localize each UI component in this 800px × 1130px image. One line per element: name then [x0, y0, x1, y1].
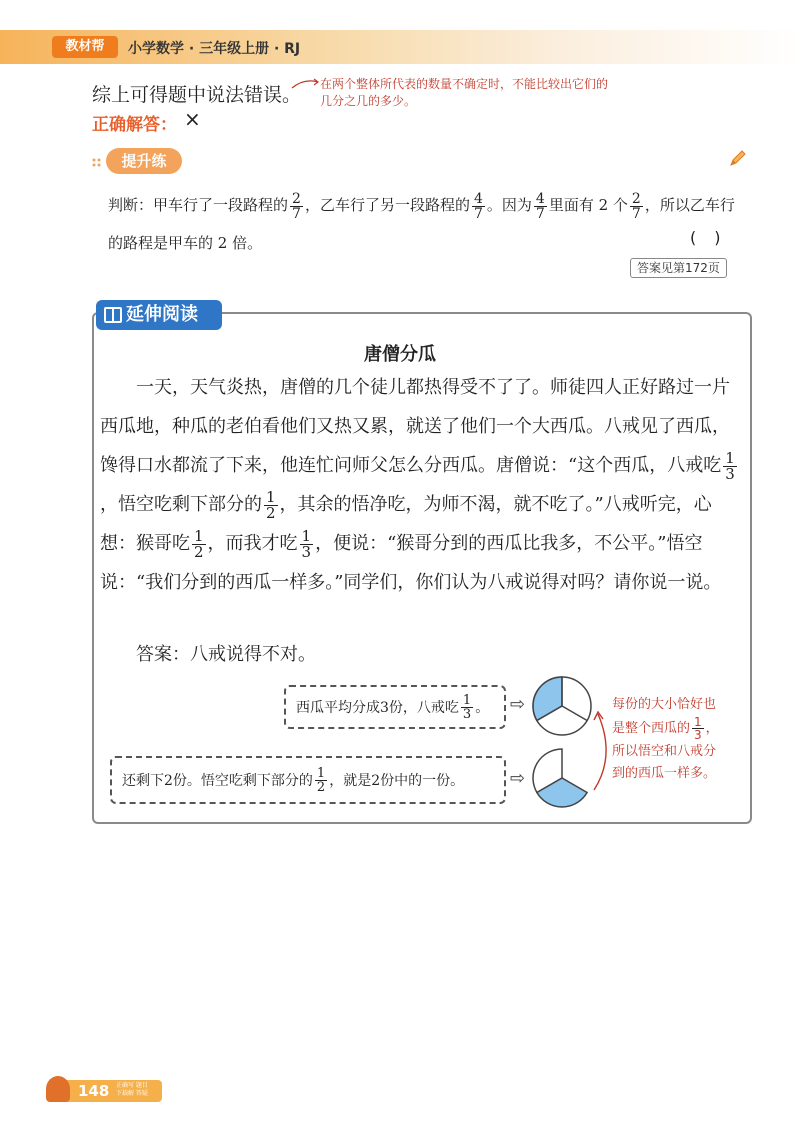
fraction — [264, 487, 278, 522]
correct-answer-label: 正确解答： — [92, 115, 177, 135]
answer-mark: × — [184, 107, 201, 131]
story-paragraph: ，便说：“猴哥分到的西瓜比我多，不公平。”悟空说：“我们分到的西瓜一样多。”同学们，你们认为八戒说得对吗？请你说一说。 — [100, 533, 722, 593]
brand-badge: 教材帮 — [52, 36, 118, 58]
fraction — [472, 192, 485, 221]
fraction — [461, 694, 473, 721]
note-line — [612, 716, 719, 741]
dots-icon — [92, 158, 102, 168]
fraction — [723, 448, 737, 483]
note-line: 到的西瓜一样多。 — [612, 766, 717, 781]
page-number: 148 — [78, 1082, 110, 1100]
note-text: 是整个西瓜的 — [612, 721, 691, 736]
denominator: 3 — [694, 728, 702, 742]
right-arrow-icon: ⇨ — [510, 694, 526, 715]
denominator: 7 — [292, 205, 301, 222]
box-text: 还剩下2份。悟空吃剩下部分的 — [122, 773, 313, 789]
mini-line: 正确写 题目 — [116, 1082, 148, 1089]
question-text: ，所以乙车行 — [644, 196, 735, 214]
denominator: 3 — [301, 542, 312, 561]
numerator: 1 — [194, 526, 204, 545]
denominator: 3 — [462, 706, 472, 722]
denominator: 3 — [725, 464, 735, 483]
note-arrow-icon — [290, 76, 320, 92]
story-paragraph: ，其余的悟净吃，为师不渴，就不吃了。”八戒听完，心想：猴哥吃 — [100, 494, 712, 554]
story-paragraph: ，而我才吃 — [207, 533, 298, 554]
watermelon-pie-remaining — [530, 746, 594, 810]
note-line: 每份的大小恰好也 — [612, 697, 717, 712]
book-title: 小学数学 · 三年级上册 · RJ — [128, 41, 301, 57]
denominator: 2 — [316, 779, 326, 795]
numerator: 1 — [316, 765, 326, 781]
header-bar — [0, 30, 800, 64]
judge-question — [108, 186, 758, 262]
fraction — [192, 526, 206, 561]
note-line: 所以悟空和八戒分 — [612, 744, 717, 759]
box-text: 西瓜平均分成3份，八戒吃 — [296, 700, 459, 716]
answer-reference: 答案见第172页 — [630, 258, 727, 278]
box-text: ，就是2份中的一份。 — [329, 773, 465, 789]
numerator: 2 — [631, 190, 641, 207]
box-text: 。 — [475, 700, 490, 716]
story-paragraph: 一天，天气炎热，唐僧的几个徒儿都热得受不了了。师徒四人正好路过一片西瓜地，种瓜的老伯看他们又热又累，就送了他们一个大西瓜。八戒见了西瓜，馋得口水都流了下来，他连忙问师父怎么分西瓜。唐僧说：“这个西瓜，八戒吃 — [100, 377, 730, 476]
question-text: 的路程是甲车的 2 倍。 — [108, 234, 263, 252]
fraction — [315, 767, 327, 794]
note-line: 在两个整体所代表的数量不确定时，不能比较出它们的 — [320, 77, 609, 91]
margin-note — [320, 76, 608, 110]
question-text: ，乙车行了另一段路程的 — [304, 196, 470, 214]
fraction — [290, 192, 303, 221]
book-icon — [104, 307, 122, 323]
note-line: 几分之几的多少。 — [320, 94, 417, 108]
fraction — [692, 716, 704, 741]
numerator: 2 — [292, 190, 301, 207]
story-text — [100, 368, 746, 602]
story-title: 唐僧分瓜 — [364, 344, 436, 365]
denominator: 7 — [631, 205, 641, 222]
question-text: 判断：甲车行了一段路程的 — [108, 196, 289, 214]
fraction — [534, 192, 547, 221]
story-answer: 答案：八戒说得不对。 — [136, 644, 316, 665]
denominator: 7 — [535, 205, 545, 222]
numerator: 1 — [301, 526, 312, 545]
fraction — [630, 192, 643, 221]
note-text: ， — [705, 721, 719, 736]
numerator: 4 — [535, 190, 545, 207]
explanation-box-1 — [284, 685, 506, 729]
diagram-note — [612, 694, 719, 785]
footer-mini-text — [116, 1082, 148, 1098]
answer-blank[interactable]: () — [690, 228, 739, 247]
numerator: 1 — [725, 448, 735, 467]
mascot-icon — [46, 1076, 70, 1102]
denominator: 2 — [266, 503, 276, 522]
denominator: 2 — [194, 542, 204, 561]
story-paragraph: ，悟空吃剩下部分的 — [100, 494, 262, 515]
numerator: 1 — [266, 487, 276, 506]
reading-tag: 延伸阅读 — [96, 300, 222, 330]
question-text: 里面有 2 个 — [548, 196, 628, 214]
watermelon-pie-thirds — [530, 674, 594, 738]
numerator: 4 — [473, 190, 483, 207]
numerator: 1 — [694, 715, 702, 729]
right-arrow-icon: ⇨ — [510, 768, 526, 789]
fraction — [300, 526, 314, 561]
page-footer — [46, 1076, 166, 1104]
practice-tag-label: 提升练 — [106, 148, 182, 174]
summary-text: 综上可得题中说法错误。 — [92, 84, 302, 106]
mini-line: 下载解 答疑 — [116, 1090, 148, 1097]
numerator: 1 — [462, 692, 472, 708]
question-text: 。因为 — [486, 196, 532, 214]
pencil-icon — [728, 148, 748, 168]
explanation-box-2 — [110, 756, 506, 804]
denominator: 7 — [473, 205, 483, 222]
